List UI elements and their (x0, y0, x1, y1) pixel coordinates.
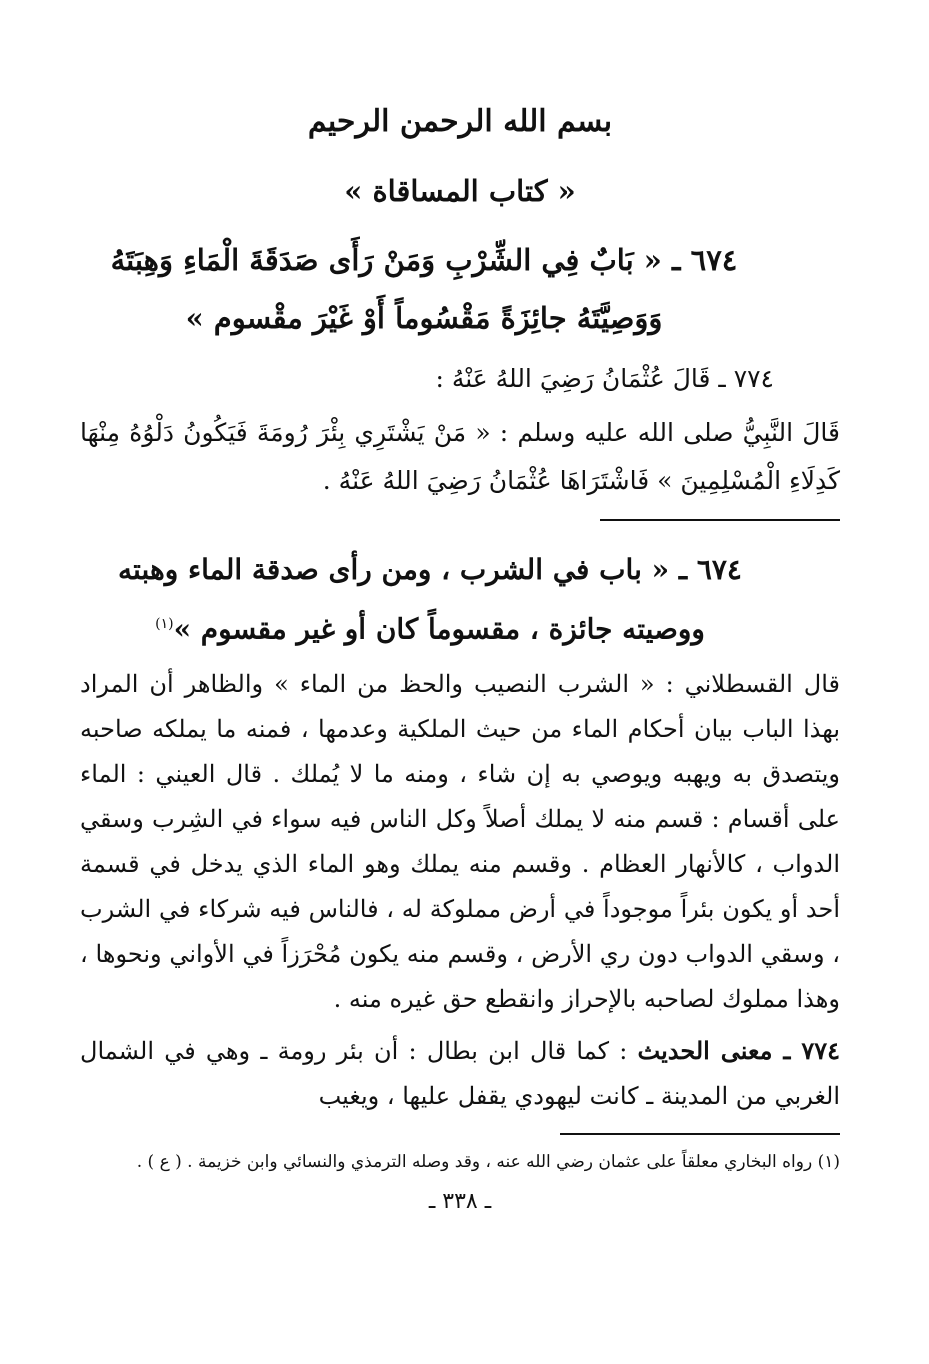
book-title: « كتاب المساقاة » (344, 174, 576, 208)
hadith-intro: ٧٧٤ ـ قَالَ عُثْمَانُ رَضِيَ اللهُ عَنْهُ : (435, 363, 774, 393)
footnote: (١) رواه البخاري معلقاً على عثمان رضي الله عنه ، وقد وصله الترمذي والنسائي وابن خزيمة . ( ع ) . (136, 1152, 840, 1173)
chapter-heading: ٦٧٤ ـ « بَابٌ فِي الشِّرْبِ وَمَنْ رَأَى صَدَقَةَ الْمَاءِ وَهِبَتَهُ وَوَصِيَّتَهُ جائِزَةً مَقْسُوماً أَوْ غَيْرَ مقْسوم » (110, 242, 738, 335)
meaning-label: ٧٧٤ ـ معنى الحديث (637, 1036, 841, 1066)
page-number: ـ ٣٣٨ ـ (428, 1189, 492, 1215)
basmala: بسم الله الرحمن الرحيم (307, 104, 613, 139)
meaning-text: : كما قال ابن بطال : أن بئر رومة ـ وهي في الشمال الغربي من المدينة ـ كانت ليهودي يقفل عليها ، ويغيب (80, 1037, 840, 1111)
document-page (80, 90, 840, 1214)
commentary-paragraph: قال القسطلاني : « الشرب النصيب والحظ من الماء » والظاهر أن المراد بهذا الباب بيان أحكام الماء من حيث الملكية وعدمها ، فمنه ما يملكه صاحبه ويتصدق به ويهبه ويوصي به إن شاء ، ومنه ما لا يُملك . قال العيني : الماء على أقسام : قسم منه لا يملك أصلاً وكل الناس فيه سواء في الشِرب وسقي الدواب ، كالأنهار العظام . وقسم منه يملك وهو الماء الذي يدخل في قسمة أحد أو يكون بئراً موجوداً في أرض مملوكة له ، فالناس فيه شركاء في الشرب ، وسقي الدواب دون ري الأرض ، وقسم منه يكون مُحْرَزاً في الأواني ونحوها ، وهذا مملوك لصاحبه بالإحراز وانقطع حق غيره منه . (80, 670, 840, 1014)
hadith-text: قَالَ النَّبِيُّ صلى الله عليه وسلم : « مَنْ يَشْتَرِي بِئْرَ رُومَةَ فَيَكُونُ دَلْوُهُ مِنْهَا كَدِلَاءِ الْمُسْلِمِينَ » فَاشْتَرَاهَا عُثْمَانُ رَضِيَ اللهُ عَنْهُ . (80, 417, 840, 495)
hadith-meaning (80, 1028, 840, 1119)
section-divider (600, 519, 840, 521)
footnote-marker: (١) (155, 615, 174, 632)
commentary-heading (80, 543, 840, 656)
footnote-divider (560, 1133, 840, 1135)
commentary-heading-text: ٦٧٤ ـ « باب في الشرب ، ومن رأى صدقة الماء وهبته ووصيته جائزة ، مقسوماً كان أو غير مقسوم » (118, 552, 742, 646)
